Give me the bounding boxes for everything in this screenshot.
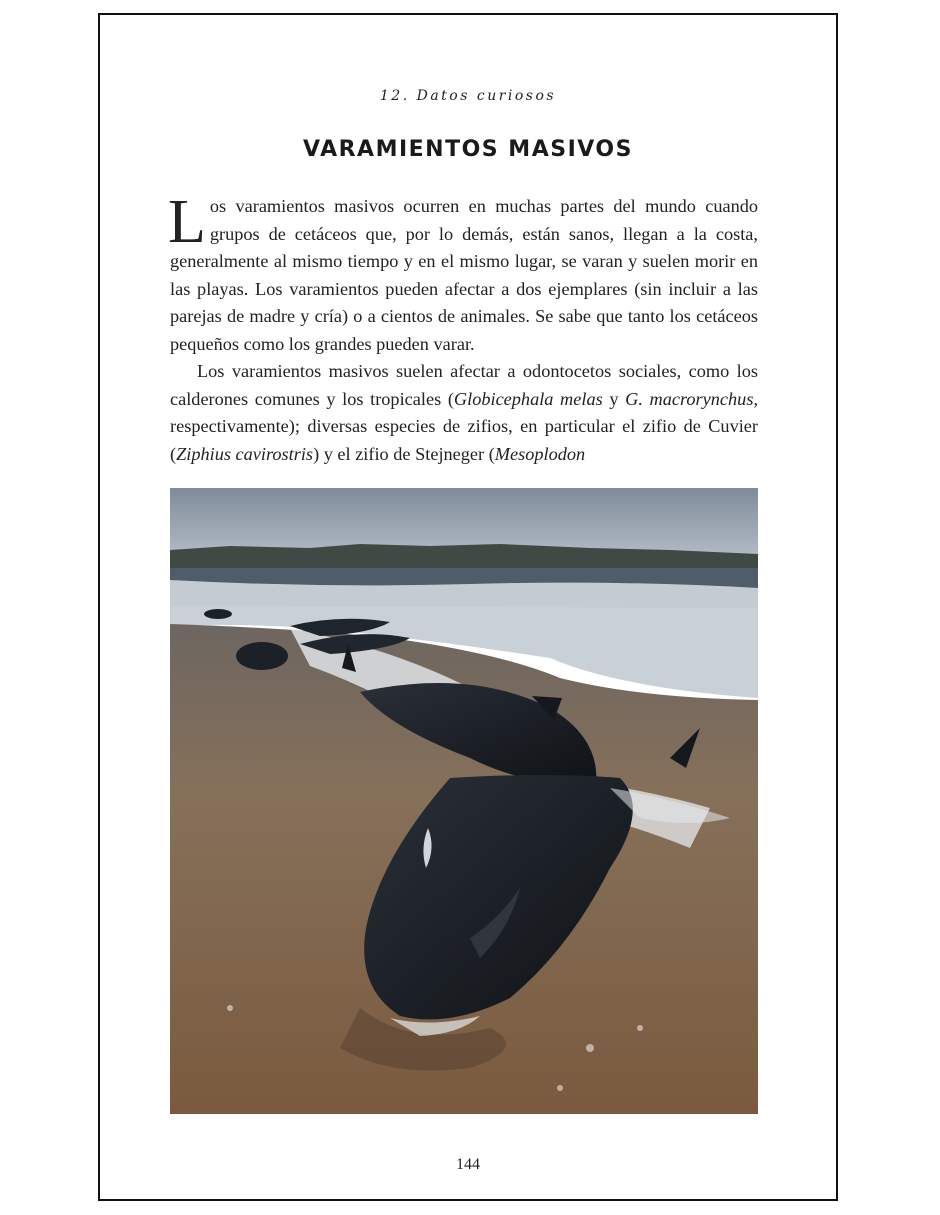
body-text [168, 188, 759, 468]
paragraph-2-text: ) y el zifio de Stejneger ( [313, 443, 495, 464]
paragraph-2-text: , respectivamente); diversas especies de zifios, en particular el zifio de Cuvier ( [170, 388, 759, 464]
paragraph-1-text: os varamientos masivos ocurren en muchas partes del mundo cuando grupos de cetáceos que, por lo demás, están sanos, llegan a la costa, generalmente al mismo tiempo y en el mismo lugar, se varan y suelen morir en las playas. Los varamientos pueden afectar a dos ejemplares (sin incluir a las parejas de madre y cría) o a cientos de animales. Se sabe que tanto los cetáceos pequeños como los grandes pueden varar. [170, 196, 758, 354]
section-title: VARAMIENTOS MASIVOS [303, 137, 633, 162]
paragraph-2-text: y [602, 388, 626, 409]
species-name: Globicephala melas [453, 388, 603, 409]
page-frame [98, 13, 838, 1201]
species-name: Mesoplodon [494, 443, 586, 464]
paragraph-2-text: Los varamientos masivos suelen afectar a odontocetos sociales, como los calderones comunes y los tropicales ( [170, 361, 758, 409]
drop-cap: L [168, 188, 206, 256]
chapter-heading: 12. Datos curiosos [379, 88, 557, 104]
paragraph-1 [168, 188, 758, 358]
paragraph-2 [170, 358, 758, 468]
page-number: 144 [456, 1156, 480, 1173]
stranded-whales-photo [170, 488, 758, 1114]
species-name: G. macrorynchus [625, 388, 754, 409]
species-name: Ziphius cavirostris [176, 443, 314, 464]
